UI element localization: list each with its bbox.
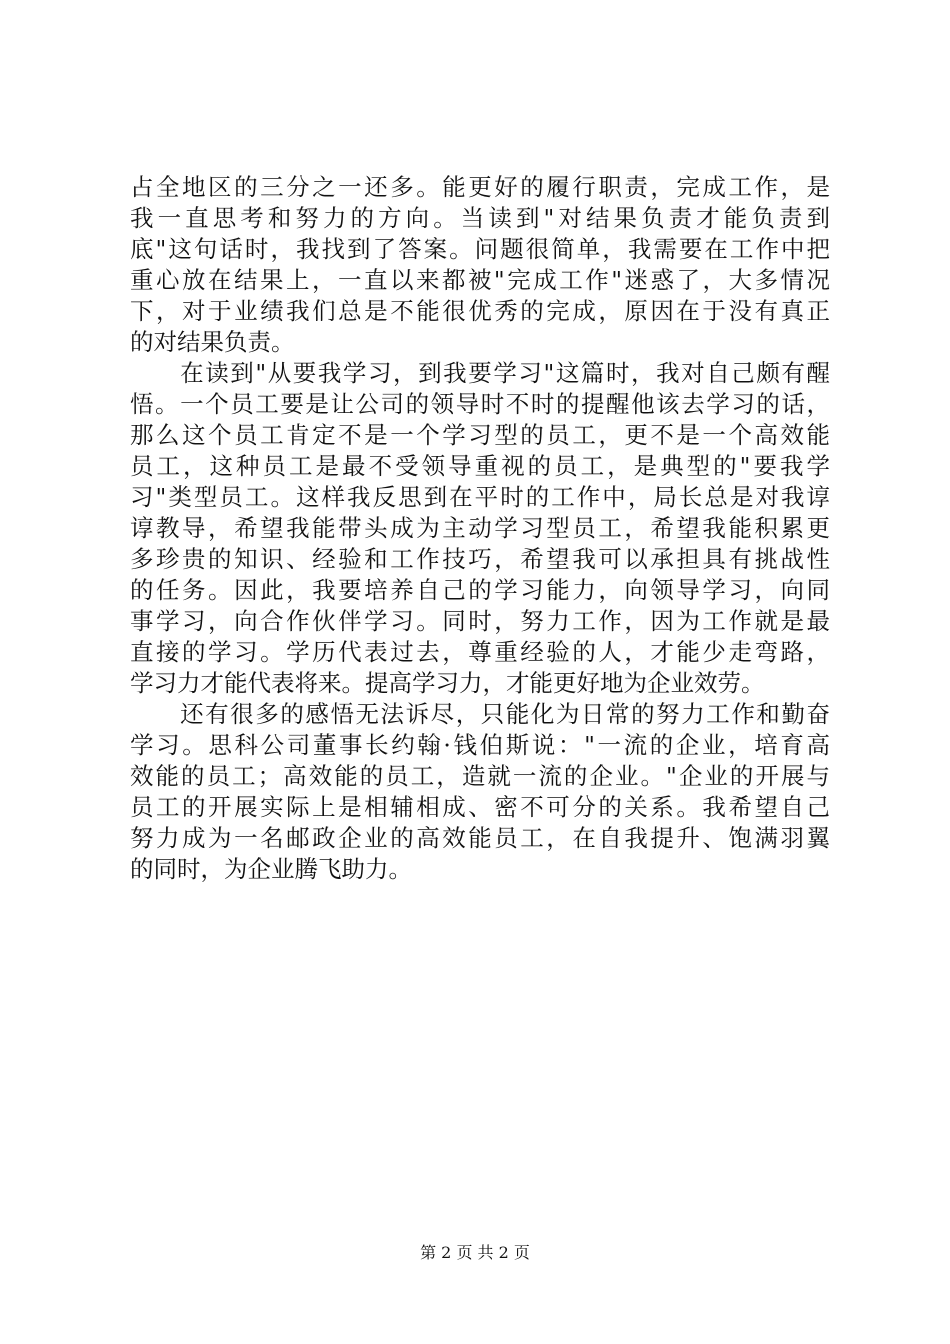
text-line: 在读到"从要我学习，到我要学习"这篇时，我对自己颇有醒	[130, 359, 830, 387]
text-line: 的任务。因此，我要培养自己的学习能力，向领导学习，向同	[130, 576, 830, 604]
text-line: 习"类型员工。这样我反思到在平时的工作中，局长总是对我谆	[130, 483, 830, 511]
text-line: 多珍贵的知识、经验和工作技巧，希望我可以承担具有挑战性	[130, 545, 830, 573]
text-line: 重心放在结果上，一直以来都被"完成工作"迷惑了，大多情况	[130, 266, 830, 294]
text-line: 谆教导，希望我能带头成为主动学习型员工，希望我能积累更	[130, 514, 830, 542]
text-line: 员工的开展实际上是相辅相成、密不可分的关系。我希望自己	[130, 793, 830, 821]
text-line: 学习。思科公司董事长约翰·钱伯斯说："一流的企业，培育高	[130, 731, 830, 759]
text-line: 努力成为一名邮政企业的高效能员工，在自我提升、饱满羽翼	[130, 824, 830, 852]
text-line: 员工，这种员工是最不受领导重视的员工，是典型的"要我学	[130, 452, 830, 480]
text-line: 我一直思考和努力的方向。当读到"对结果负责才能负责到	[130, 204, 830, 232]
text-line: 直接的学习。学历代表过去，尊重经验的人，才能少走弯路，	[130, 638, 830, 666]
text-line: 效能的员工；高效能的员工，造就一流的企业。"企业的开展与	[130, 762, 830, 790]
text-line: 下，对于业绩我们总是不能很优秀的完成，原因在于没有真正	[130, 297, 830, 325]
text-line: 学习力才能代表将来。提高学习力，才能更好地为企业效劳。	[130, 669, 765, 697]
text-line: 占全地区的三分之一还多。能更好的履行职责，完成工作，是	[130, 173, 830, 201]
text-line: 还有很多的感悟无法诉尽，只能化为日常的努力工作和勤奋	[130, 700, 830, 728]
text-line: 底"这句话时，我找到了答案。问题很简单，我需要在工作中把	[130, 235, 830, 263]
text-line: 悟。一个员工要是让公司的领导时不时的提醒他该去学习的话，	[130, 390, 830, 418]
text-line: 的对结果负责。	[130, 328, 295, 356]
body-text	[130, 172, 830, 885]
page-footer: 第 2 页 共 2 页	[420, 1243, 530, 1262]
text-line: 事学习，向合作伙伴学习。同时，努力工作，因为工作就是最	[130, 607, 830, 635]
text-line: 的同时，为企业腾飞助力。	[130, 855, 412, 883]
text-line: 那么这个员工肯定不是一个学习型的员工，更不是一个高效能	[130, 421, 830, 449]
